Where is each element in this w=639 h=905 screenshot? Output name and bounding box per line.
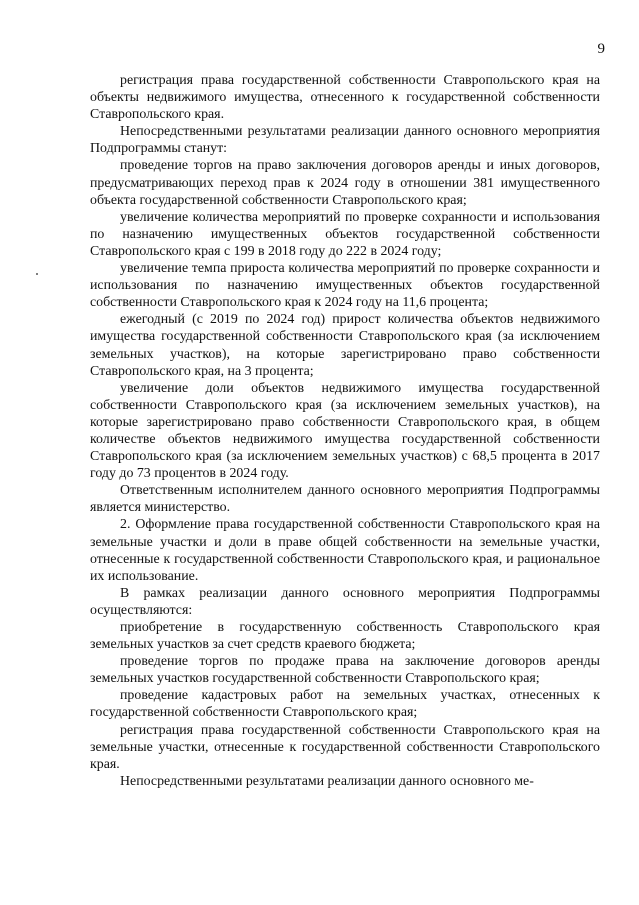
paragraph: проведение торгов по продаже права на заключение договоров аренды земельных участков государственной собственности Ставропольского края; bbox=[90, 654, 600, 687]
paragraph: Непосредственными результатами реализации данного основного ме- bbox=[120, 773, 534, 789]
paragraph: регистрация права государственной собственности Ставропольского края на объекты недвижимого имущества, отнесенного к государственной собственности Ставропольского края. bbox=[90, 73, 600, 123]
paragraph: Ответственным исполнителем данного основного мероприятия Подпрограммы является министерство. bbox=[90, 483, 600, 516]
paragraph: регистрация права государственной собственности Ставропольского края на земельные участки, отнесенные к государственной собственности Ставропольского края. bbox=[90, 722, 600, 772]
paragraph: увеличение темпа прироста количества мероприятий по проверке сохранности и использования по назначению имущественных объектов государственной собственности Ставропольского края к 2024 году на 11,6 процента; bbox=[90, 261, 600, 311]
paragraph: увеличение доли объектов недвижимого имущества государственной собственности Ставропольского края (за исключением земельных участков), на которые зарегистрировано право собственности Ставропольского края, в общем количестве объектов недвижимого имущества государственной собственности Ставропольского края (за исключением земельных участков) с 68,5 процента в 2017 году до 73 процентов в 2024 году. bbox=[90, 380, 600, 482]
page-number: 9 bbox=[597, 41, 605, 57]
paragraph: Непосредственными результатами реализации данного основного мероприятия Подпрограммы станут: bbox=[90, 124, 600, 157]
paragraph: увеличение количества мероприятий по проверке сохранности и использования по назначению имущественных объектов государственной собственности Ставропольского края с 199 в 2018 году до 222 в 2024 году; bbox=[90, 209, 600, 259]
paragraph: ежегодный (с 2019 по 2024 год) прирост количества объектов недвижимого имущества государственной собственности Ставропольского края (за исключением земельных участков), на которые зарегистрировано право собственности Ставропольского края, на 3 процента; bbox=[90, 312, 600, 379]
paragraph: приобретение в государственную собственность Ставропольского края земельных участков за счет средств краевого бюджета; bbox=[90, 620, 600, 653]
body-text bbox=[90, 72, 600, 790]
paragraph: В рамках реализации данного основного мероприятия Подпрограммы осуществляются: bbox=[90, 585, 600, 618]
paragraph: проведение торгов на право заключения договоров аренды и иных договоров, предусматривающих переход прав к 2024 году в отношении 381 имущественного объекта государственной собственности Ставропольского края; bbox=[90, 158, 600, 208]
paragraph: проведение кадастровых работ на земельных участках, отнесенных к государственной собственности Ставропольского края; bbox=[90, 688, 600, 721]
paragraph: 2. Оформление права государственной собственности Ставропольского края на земельные участки и доли в праве общей собственности на земельные участки, отнесенные к государственной собственности Ставропольского края, и рациональное их использование. bbox=[90, 517, 600, 584]
scan-speck bbox=[36, 273, 38, 275]
